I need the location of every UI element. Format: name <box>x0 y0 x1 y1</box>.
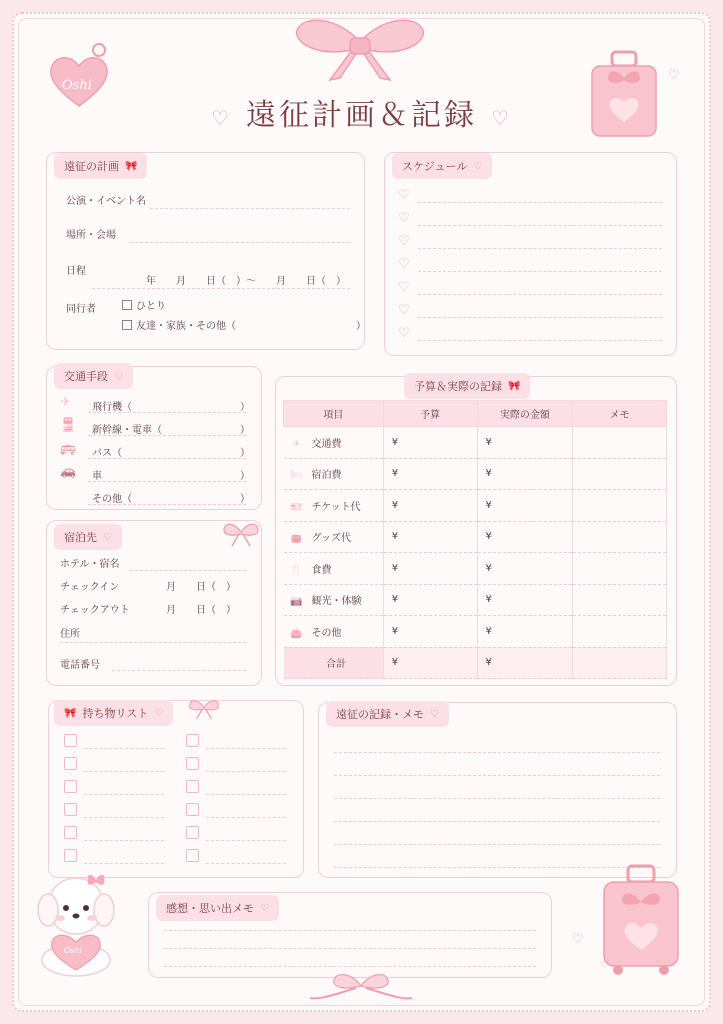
total-budget-cell[interactable]: ¥ <box>383 647 477 679</box>
date-input-line[interactable] <box>92 288 350 289</box>
heart-icon: ♡ <box>473 160 483 172</box>
memo-cell[interactable] <box>573 616 667 648</box>
transport-close-paren: ） <box>240 494 250 505</box>
checkbox[interactable] <box>122 300 132 310</box>
companion-alone-option[interactable]: ひとり <box>122 297 166 312</box>
event-input-line[interactable] <box>150 208 350 209</box>
ribbon-bow-icon <box>290 14 430 84</box>
heart-icon: ♡ <box>398 280 410 295</box>
budget-item-cell: 🛏 宿泊費 <box>284 458 384 490</box>
memo-line[interactable] <box>164 948 536 949</box>
budget-amount-cell[interactable]: ¥ <box>383 584 477 616</box>
heart-icon: ♡ <box>572 932 584 947</box>
transport-item-label: 新幹線・電車（ <box>92 425 162 436</box>
packing-checkbox[interactable] <box>186 780 199 793</box>
packing-checkbox[interactable] <box>64 849 77 862</box>
budget-item-cell: 👛 その他 <box>284 616 384 648</box>
date-label: 日程 <box>66 266 86 277</box>
memo-cell[interactable] <box>573 521 667 553</box>
packing-item-line[interactable] <box>206 771 286 772</box>
col-item: 項目 <box>284 401 384 427</box>
transport-item-label: その他（ <box>92 494 132 505</box>
shopping-bag-icon: 👜 <box>290 533 303 545</box>
budget-amount-cell[interactable]: ¥ <box>383 490 477 522</box>
hotel-label: ホテル・宿名 <box>60 559 120 570</box>
budget-heading: 予算＆実際の記録 🎀 <box>404 373 530 399</box>
heart-icon: ♡ <box>398 303 410 318</box>
memo-cell[interactable] <box>573 427 667 459</box>
schedule-line[interactable] <box>418 225 662 226</box>
schedule-heading: スケジュール ♡ <box>392 153 492 179</box>
transport-close-paren: ） <box>240 471 250 482</box>
record-line[interactable] <box>334 775 660 776</box>
packing-item-line[interactable] <box>206 817 286 818</box>
transport-close-paren: ） <box>240 402 250 413</box>
transport-close-paren: ） <box>240 425 250 436</box>
plan-heading: 遠征の計画 🎀 <box>54 153 147 179</box>
budget-item-cell: 📷 観光・体験 <box>284 584 384 616</box>
heart-icon: ♡ <box>154 707 164 719</box>
record-line[interactable] <box>334 798 660 799</box>
transport-heading: 交通手段 ♡ <box>54 363 133 389</box>
heart-icon: ♡ <box>398 211 410 226</box>
record-line[interactable] <box>334 821 660 822</box>
venue-label: 場所・会場 <box>66 230 116 241</box>
budget-amount-cell[interactable]: ¥ <box>383 521 477 553</box>
heart-icon: ♡ <box>430 708 439 720</box>
memo-cell[interactable] <box>573 458 667 490</box>
transport-line[interactable] <box>88 504 246 505</box>
date-template: 年 月 日（ ）〜 月 日（ ） <box>146 276 346 287</box>
camera-icon: 📷 <box>290 596 303 608</box>
col-actual: 実際の金額 <box>477 401 573 427</box>
phone-label: 電話番号 <box>60 660 100 671</box>
memories-heading: 感想・思い出メモ ♡ <box>156 895 279 921</box>
hotel-input-line[interactable] <box>130 570 246 571</box>
heart-icon: ♡ <box>114 370 123 382</box>
actual-amount-cell[interactable]: ¥ <box>477 616 573 648</box>
memo-cell[interactable] <box>573 584 667 616</box>
schedule-line[interactable] <box>418 294 662 295</box>
col-memo: メモ <box>573 401 667 427</box>
actual-amount-cell[interactable]: ¥ <box>477 553 573 585</box>
budget-row <box>284 458 667 490</box>
total-label: 合計 <box>284 647 384 679</box>
packing-item-line[interactable] <box>84 817 164 818</box>
heart-icon: ♡ <box>260 902 269 914</box>
col-budget: 予算 <box>383 401 477 427</box>
packing-checkbox[interactable] <box>186 826 199 839</box>
heart-icon: ♡ <box>103 531 112 543</box>
packing-checkbox[interactable] <box>186 803 199 816</box>
transport-item-label: 飛行機（ <box>92 402 132 413</box>
puppy-heart-text: Oshi <box>64 946 82 955</box>
memo-line[interactable] <box>164 930 536 931</box>
small-bow-icon <box>222 520 260 548</box>
ribbon-icon: 🎀 <box>64 707 77 719</box>
budget-row <box>284 584 667 616</box>
heart-icon: ♡ <box>211 106 232 130</box>
packing-item-line[interactable] <box>206 840 286 841</box>
budget-row <box>284 427 667 459</box>
bottom-ribbon-icon <box>306 964 416 1004</box>
address-input-line[interactable] <box>60 642 246 643</box>
packing-item-line[interactable] <box>84 794 164 795</box>
transport-close-paren: ） <box>240 448 250 459</box>
heart-icon: ♡ <box>668 68 680 83</box>
record-line[interactable] <box>334 752 660 753</box>
budget-item-cell: 🎫 チケット代 <box>284 490 384 522</box>
small-bow-icon <box>188 696 220 722</box>
checkin-label: チェックイン <box>60 582 120 593</box>
budget-amount-cell[interactable]: ¥ <box>383 553 477 585</box>
budget-amount-cell[interactable]: ¥ <box>383 458 477 490</box>
actual-amount-cell[interactable]: ¥ <box>477 584 573 616</box>
checkout-date: 月 日（ ） <box>166 605 236 616</box>
budget-row <box>284 616 667 648</box>
bus-icon: 🚌 <box>60 441 77 456</box>
heart-icon: ♡ <box>398 234 410 249</box>
budget-item-cell: 👜 グッズ代 <box>284 521 384 553</box>
actual-amount-cell[interactable]: ¥ <box>477 427 573 459</box>
budget-row <box>284 490 667 522</box>
budget-item-cell: 🍴 食費 <box>284 553 384 585</box>
phone-input-line[interactable] <box>112 670 246 671</box>
budget-table <box>283 400 667 679</box>
packing-checkbox[interactable] <box>64 803 77 816</box>
event-label: 公演・イベント名 <box>66 196 146 207</box>
heart-icon: ♡ <box>398 257 410 272</box>
schedule-line[interactable] <box>418 271 662 272</box>
packing-item-line[interactable] <box>84 863 164 864</box>
packing-item-line[interactable] <box>206 748 286 749</box>
heart-icon: ♡ <box>491 106 512 130</box>
transport-line[interactable] <box>88 435 246 436</box>
actual-amount-cell[interactable]: ¥ <box>477 490 573 522</box>
budget-header-row <box>284 401 667 427</box>
bed-icon: 🛏 <box>290 470 303 482</box>
transport-item-label: 車 <box>92 471 102 482</box>
companion-label: 同行者 <box>66 304 96 315</box>
lodging-heading: 宿泊先 ♡ <box>54 524 122 550</box>
ticket-icon: 🎫 <box>290 501 303 513</box>
packing-item-line[interactable] <box>84 840 164 841</box>
checkout-label: チェックアウト <box>60 605 130 616</box>
train-icon: 🚆 <box>60 418 77 433</box>
ribbon-icon: 🎀 <box>125 160 138 172</box>
heart-icon: ♡ <box>398 326 410 341</box>
ribbon-icon: 🎀 <box>508 380 521 392</box>
packing-panel <box>48 700 304 878</box>
checkin-date: 月 日（ ） <box>166 582 236 593</box>
puppy-with-heart-icon <box>26 868 126 978</box>
schedule-line[interactable] <box>418 202 662 203</box>
budget-amount-cell[interactable]: ¥ <box>383 616 477 648</box>
memo-cell[interactable] <box>573 553 667 585</box>
packing-checkbox[interactable] <box>64 826 77 839</box>
total-memo-cell[interactable] <box>573 647 667 679</box>
airplane-icon: ✈ <box>292 438 301 450</box>
total-actual-cell[interactable]: ¥ <box>477 647 573 679</box>
address-label: 住所 <box>60 629 80 640</box>
packing-checkbox[interactable] <box>186 734 199 747</box>
airplane-icon: ✈ <box>60 395 71 410</box>
packing-checkbox[interactable] <box>64 757 77 770</box>
rolling-suitcase-icon <box>598 864 684 978</box>
packing-checkbox[interactable] <box>64 780 77 793</box>
budget-row <box>284 521 667 553</box>
packing-checkbox[interactable] <box>186 849 199 862</box>
car-icon: 🚗 <box>60 464 77 479</box>
budget-amount-cell[interactable]: ¥ <box>383 427 477 459</box>
companion-others-option[interactable]: 友達・家族・その他（ ） <box>122 317 366 332</box>
purse-icon: 👛 <box>290 627 303 639</box>
venue-input-line[interactable] <box>130 242 350 243</box>
transport-line[interactable] <box>88 481 246 482</box>
packing-checkbox[interactable] <box>186 757 199 770</box>
schedule-line[interactable] <box>418 317 662 318</box>
keychain-text: Oshi <box>62 78 92 93</box>
checkbox[interactable] <box>122 320 132 330</box>
budget-row <box>284 553 667 585</box>
fork-spoon-icon: 🍴 <box>290 564 303 576</box>
schedule-line[interactable] <box>418 248 662 249</box>
transport-item-label: バス（ <box>92 448 122 459</box>
page-title: ♡ 遠征計画＆記録 ♡ <box>211 98 512 133</box>
transport-line[interactable] <box>88 412 246 413</box>
record-line[interactable] <box>334 844 660 845</box>
packing-item-line[interactable] <box>206 794 286 795</box>
memo-cell[interactable] <box>573 490 667 522</box>
actual-amount-cell[interactable]: ¥ <box>477 521 573 553</box>
packing-item-line[interactable] <box>206 863 286 864</box>
heart-icon: ♡ <box>398 188 410 203</box>
actual-amount-cell[interactable]: ¥ <box>477 458 573 490</box>
packing-heading: 🎀 持ち物リスト ♡ <box>54 700 173 726</box>
schedule-line[interactable] <box>418 340 662 341</box>
packing-checkbox[interactable] <box>64 734 77 747</box>
heart-icon: ♡ <box>600 960 609 971</box>
record-panel <box>318 702 677 878</box>
packing-item-line[interactable] <box>84 771 164 772</box>
packing-item-line[interactable] <box>84 748 164 749</box>
budget-total-row <box>284 647 667 679</box>
budget-item-cell: ✈ 交通費 <box>284 427 384 459</box>
transport-line[interactable] <box>88 458 246 459</box>
schedule-panel <box>384 152 677 356</box>
record-heading: 遠征の記録・メモ ♡ <box>326 701 449 727</box>
